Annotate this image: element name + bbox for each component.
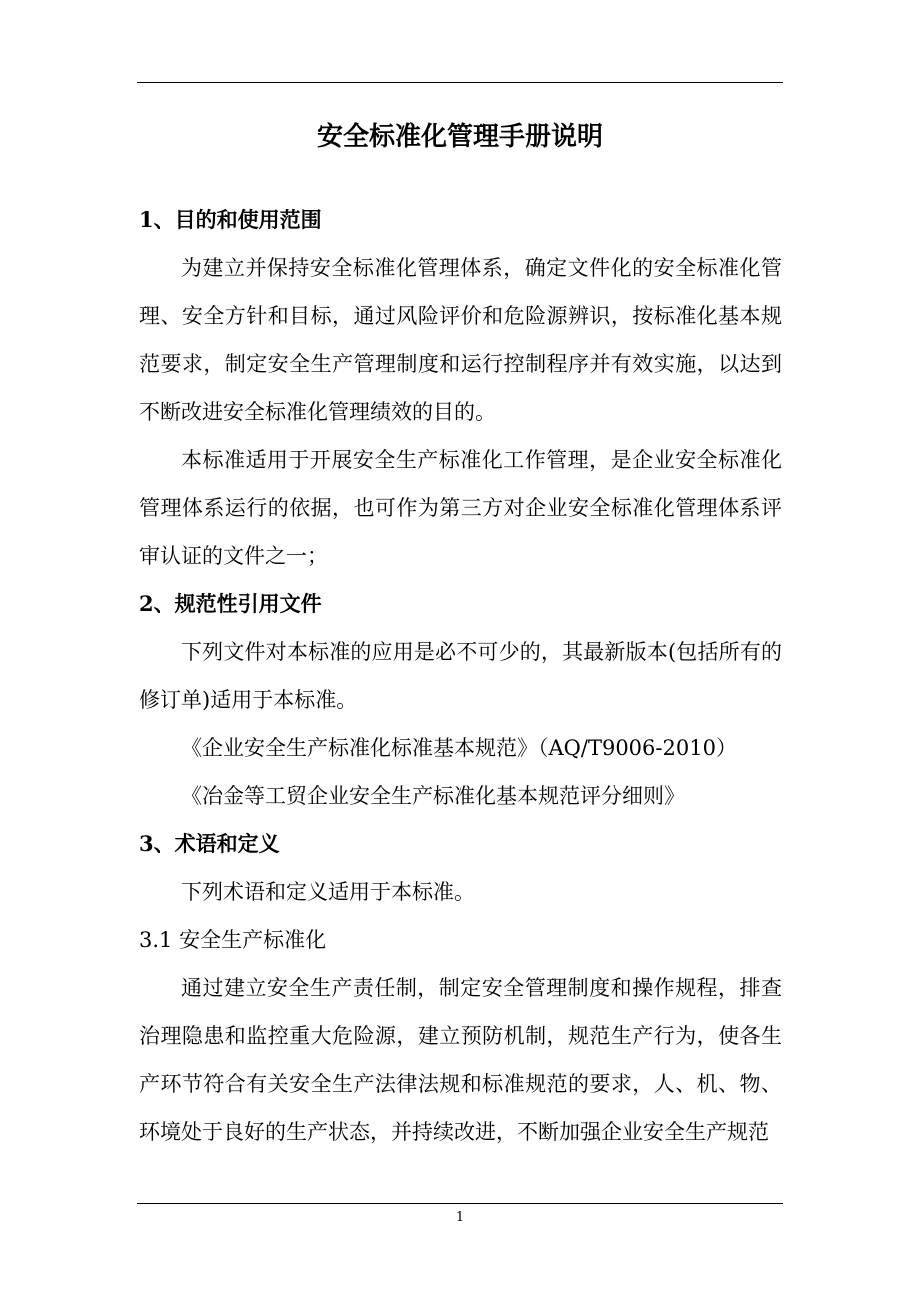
reference-item: 《冶金等工贸企业安全生产标准化基本规范评分细则》 — [181, 784, 685, 808]
paragraph: 下列术语和定义适用于本标准。 — [181, 880, 475, 904]
document-body — [139, 196, 782, 1156]
subsection-heading: 3.1 安全生产标准化 — [139, 928, 327, 952]
paragraph: 为建立并保持安全标准化管理体系，确定文件化的安全标准化管理、安全方针和目标，通过风险评价和危险源辨识，按标准化基本规范要求，制定安全生产管理制度和运行控制程序并有效实施，以达到不断改进安全标准化管理绩效的目的。 — [139, 256, 782, 424]
paragraph: 下列文件对本标准的应用是必不可少的，其最新版本(包括所有的修订单)适用于本标准。 — [139, 640, 782, 712]
header-rule — [137, 82, 783, 83]
section-heading-references: 2、规范性引用文件 — [139, 591, 322, 616]
footer-rule — [137, 1203, 783, 1204]
paragraph: 通过建立安全生产责任制，制定安全管理制度和操作规程，排查治理隐患和监控重大危险源，建立预防机制，规范生产行为，使各生产环节符合有关安全生产法律法规和标准规范的要求，人、机、物、环境处于良好的生产状态，并持续改进，不断加强企业安全生产规范 — [139, 976, 782, 1144]
page-number: 1 — [455, 1210, 465, 1225]
section-heading-terms: 3、术语和定义 — [139, 831, 280, 856]
section-heading-purpose: 1、目的和使用范围 — [139, 207, 322, 232]
paragraph: 本标准适用于开展安全生产标准化工作管理，是企业安全标准化管理体系运行的依据，也可作为第三方对企业安全标准化管理体系评审认证的文件之一； — [139, 448, 782, 568]
reference-item: 《企业安全生产标准化标准基本规范》（AQ/T9006-2010） — [181, 736, 737, 760]
document-title: 安全标准化管理手册说明 — [316, 122, 603, 152]
